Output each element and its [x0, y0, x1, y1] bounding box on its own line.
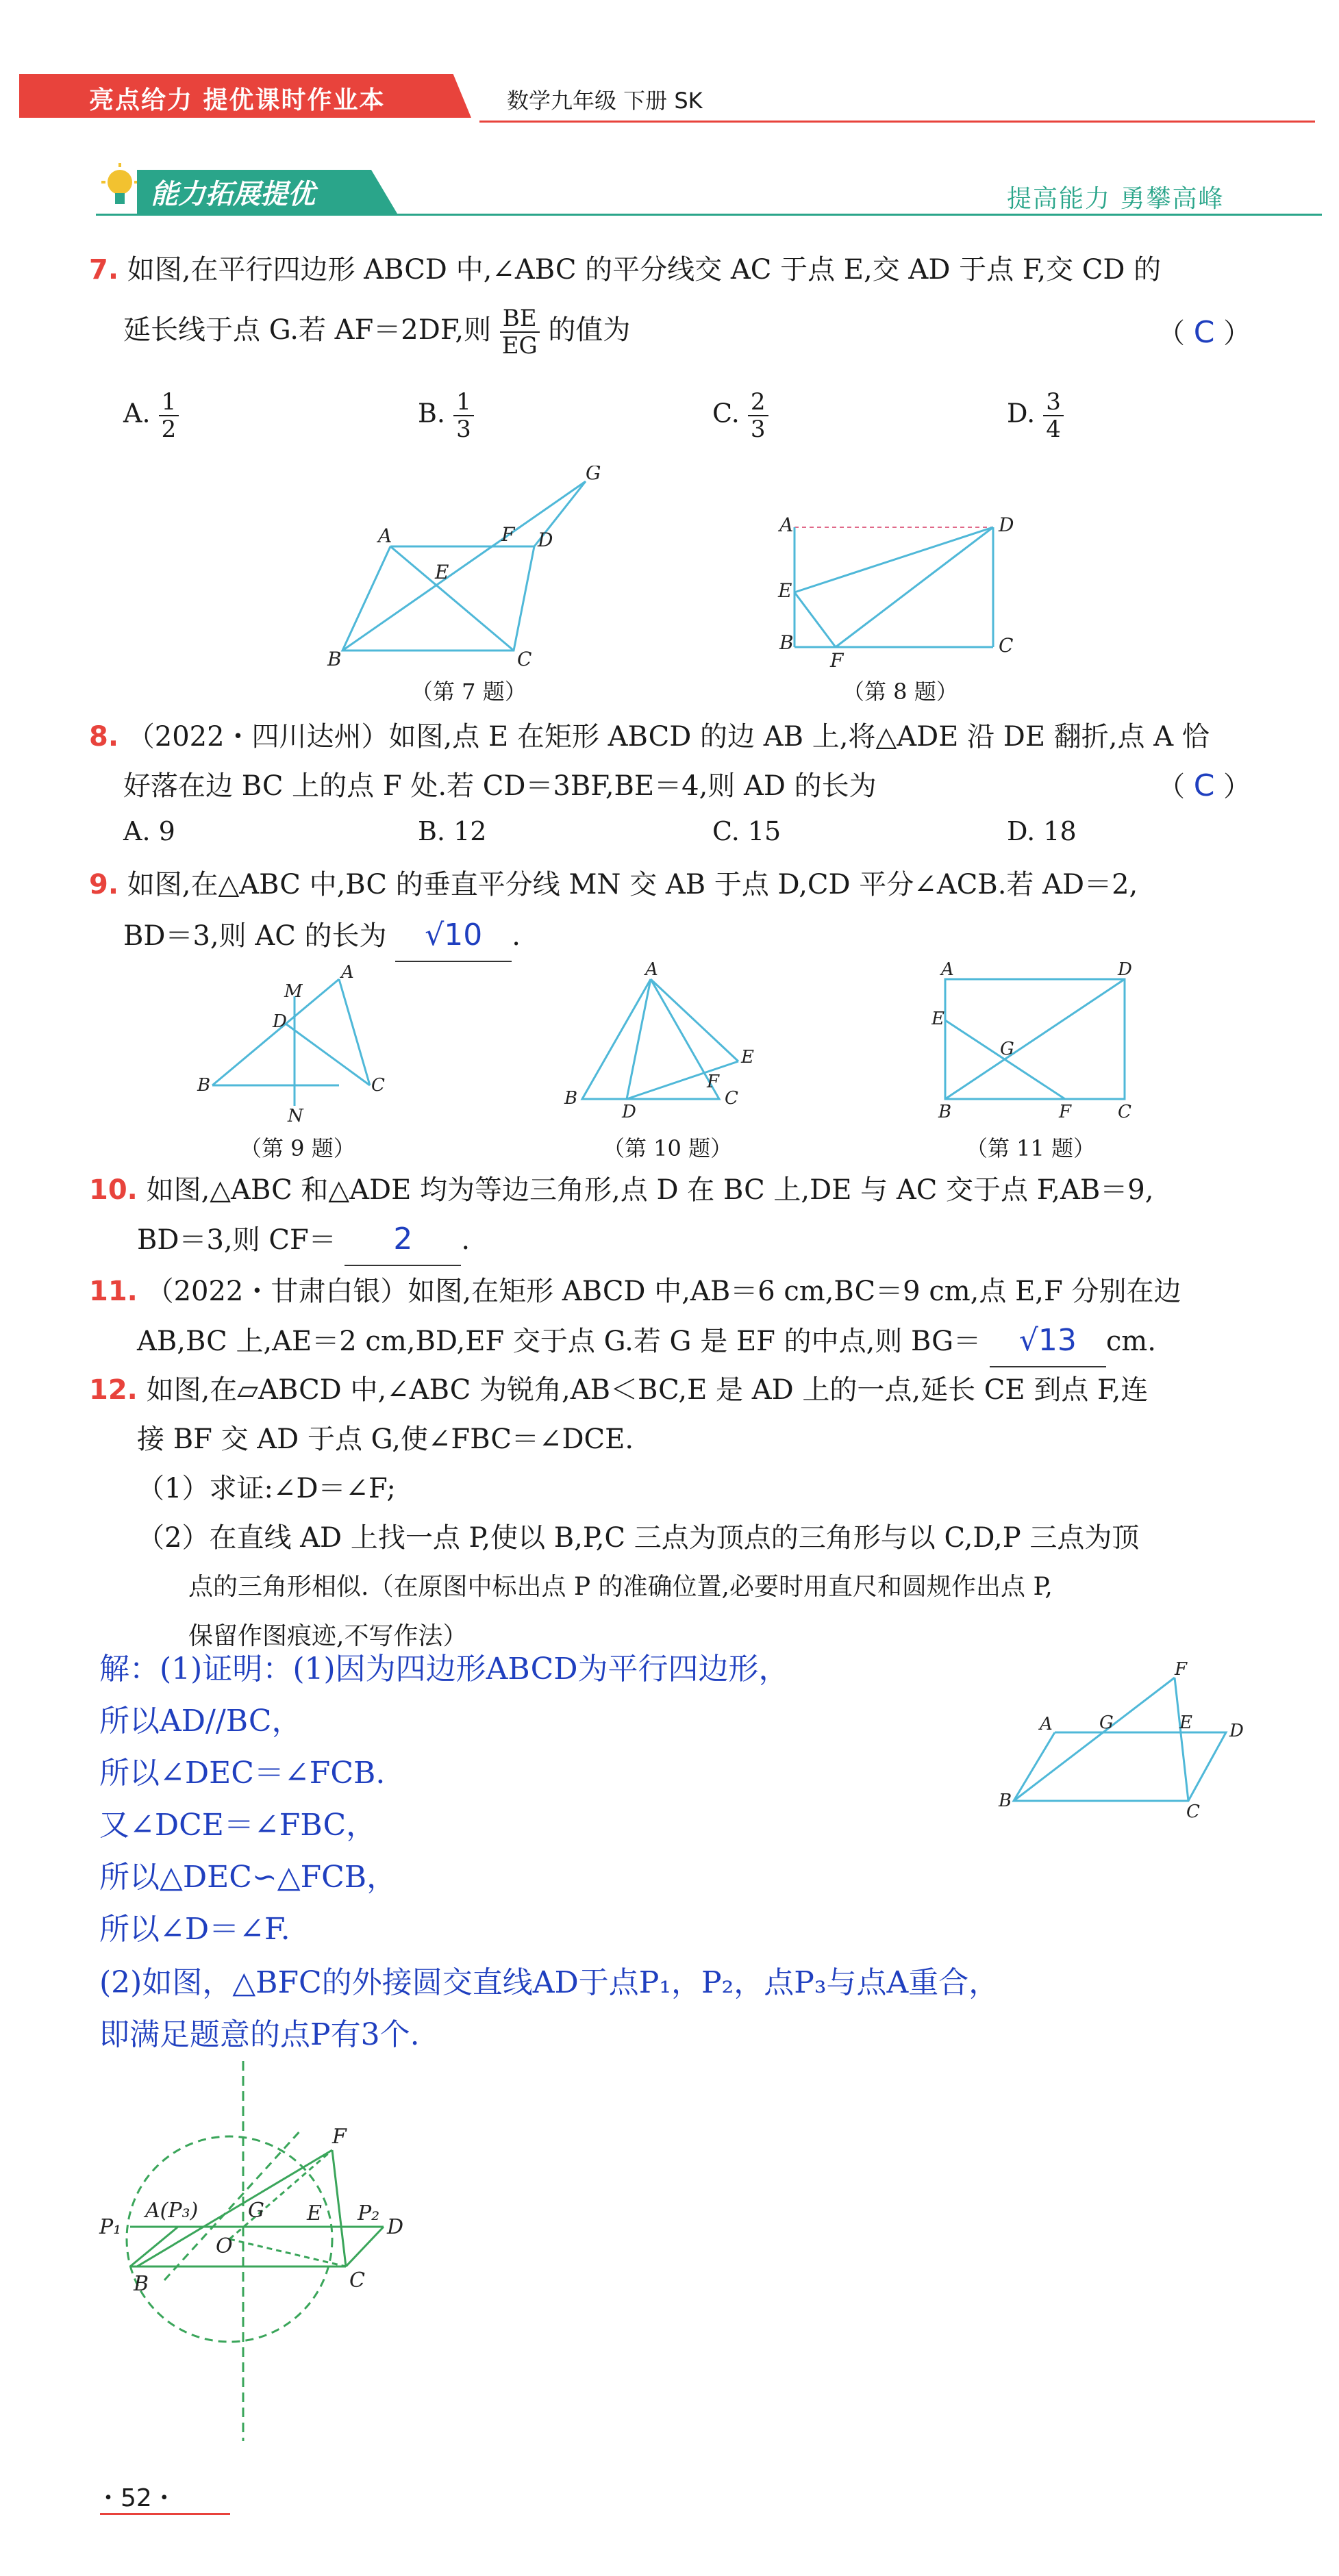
q12-part2c: 保留作图痕迹,不写作法） [188, 1622, 468, 1650]
fig10-label-d: D [622, 1102, 636, 1122]
fig11-label-a: A [941, 959, 954, 980]
figsol-label-p1: P₁ [99, 2215, 122, 2239]
q8-text1: （2022・四川达州）如图,点 E 在矩形 ABCD 的边 AB 上,将△ADE 沿 DE 翻折,点 A 恰 [127, 721, 1210, 753]
q11-text2: AB,BC 上,AE＝2 cm,BD,EF 交于点 G.若 G 是 EF 的中点,则 BG＝ [137, 1326, 981, 1357]
q9-number: 9. [89, 869, 119, 900]
q12-part2b: 点的三角形相似.（在原图中标出点 P 的准确位置,必要时用直尺和圆规作出点 P, [188, 1573, 1053, 1601]
q7-frac-den: EG [501, 332, 538, 359]
q8-number: 8. [89, 721, 119, 753]
fig8-label-f: F [830, 649, 844, 671]
figure-8 [767, 507, 1027, 671]
solution-line2: 所以AD//BC， [99, 1704, 302, 1739]
q7-option-b-den: 3 [456, 416, 471, 443]
q9-text2: BD＝3,则 AC 的长为 [123, 920, 387, 952]
q7-frac-num: BE [500, 305, 540, 333]
q7-option-d-frac [1043, 389, 1064, 442]
figure-solution-construction [96, 2054, 438, 2451]
q7-option-b-label: B. [418, 398, 446, 429]
q8-option-d: D. 18 [1007, 816, 1077, 846]
q7-option-a-num: 1 [159, 389, 179, 416]
figure-9 [192, 959, 404, 1123]
fig7-label-g: G [586, 466, 601, 484]
q9-text1: 如图,在△ABC 中,BC 的垂直平分线 MN 交 AB 于点 D,CD 平分∠ACB.若 AD＝2, [127, 869, 1138, 900]
q11-text1: （2022・甘肃白银）如图,在矩形 ABCD 中,AB＝6 cm,BC＝9 cm,点 E,F 分别在边 [146, 1276, 1181, 1307]
fig11-caption: （第 11 题） [966, 1135, 1096, 1161]
q7-number: 7. [89, 254, 119, 286]
figure-11 [931, 959, 1151, 1123]
solution-line7: (2)如图，△BFC的外接圆交直线AD于点P₁，P₂，点P₃与点A重合， [99, 1965, 999, 2000]
q12-line1 [89, 1365, 1148, 1415]
figsol-label-p2: P₂ [358, 2201, 380, 2225]
q7-line2 [123, 305, 630, 359]
q9-line2: BD＝3,则 AC 的长为 √10 . [123, 911, 521, 962]
fig7-label-b: B [327, 648, 342, 670]
q7-option-a-frac [159, 389, 179, 442]
fig10-label-a: A [645, 959, 658, 980]
fig8-label-e: E [778, 579, 792, 602]
q7-text2b: 的值为 [548, 314, 631, 346]
solution-line1: 解：(1)证明：(1)因为四边形ABCD为平行四边形， [99, 1652, 789, 1687]
q12-part1: （1）求证:∠D＝∠F; [137, 1473, 396, 1504]
fig11-label-g: G [1000, 1039, 1014, 1059]
q7-option-c-label: C. [712, 398, 740, 429]
q9-line1 [89, 860, 1138, 909]
q11-answer: √13 [1018, 1323, 1077, 1358]
fig8-label-c: C [999, 634, 1014, 657]
q12-part2a: （2）在直线 AD 上找一点 P,使以 B,P,C 三点为顶点的三角形与以 C,D,P 三点为顶 [137, 1522, 1140, 1554]
figure-7 [322, 466, 623, 671]
page-number: ・52・ [96, 2484, 177, 2512]
q12-text2: 接 BF 交 AD 于点 G,使∠FBC＝∠DCE. [137, 1424, 634, 1455]
q7-option-b-num: 1 [453, 389, 474, 416]
q10-text1: 如图,△ABC 和△ADE 均为等边三角形,点 D 在 BC 上,DE 与 AC 交于点 F,AB＝9, [146, 1174, 1154, 1206]
solution-line5: 所以△DEC∽△FCB， [99, 1860, 397, 1895]
header-brand: 亮点给力 提优课时作业本 [89, 86, 386, 114]
figsol-label-d: D [387, 2215, 404, 2239]
fig9-label-a: A [341, 962, 354, 983]
q7-option-b [418, 389, 474, 442]
q10-text2: BD＝3,则 CF＝ [137, 1224, 336, 1256]
q8-option-b: B. 12 [418, 816, 487, 846]
fig12-label-f: F [1175, 1659, 1188, 1680]
q7-option-d [1007, 389, 1064, 442]
q8-answer-bracket: （ C ） [1157, 768, 1251, 803]
q7-option-c-frac [748, 389, 768, 442]
fig7-label-c: C [517, 648, 532, 670]
q7-option-c [712, 389, 768, 442]
header-rule [479, 121, 1315, 123]
q8-answer: C [1193, 768, 1215, 803]
figsol-label-b: B [134, 2272, 149, 2296]
fig9-label-c: C [371, 1075, 385, 1096]
fig9-label-d: D [273, 1011, 287, 1032]
q12-number: 12. [89, 1374, 138, 1406]
q8-option-c: C. 15 [712, 816, 781, 846]
fig11-label-b: B [938, 1102, 952, 1122]
q11-line1 [89, 1267, 1181, 1316]
figure-12 [993, 1657, 1253, 1821]
q7-text2a: 延长线于点 G.若 AF＝2DF,则 [123, 314, 492, 346]
q10-line2: BD＝3,则 CF＝ 2 . [137, 1215, 470, 1266]
q7-answer: C [1193, 315, 1215, 350]
fig8-label-a: A [779, 514, 794, 536]
fig8-label-d: D [999, 514, 1014, 536]
q7-option-d-den: 4 [1046, 416, 1061, 443]
fig8-caption: （第 8 题） [842, 679, 958, 705]
q7-option-d-label: D. [1007, 398, 1036, 429]
q11-unit: cm. [1105, 1326, 1156, 1357]
fig10-label-f: F [707, 1072, 720, 1092]
fig12-label-e: E [1179, 1713, 1192, 1733]
solution-line4: 又∠DCE＝∠FBC， [99, 1808, 377, 1843]
page-number-rule [100, 2513, 230, 2515]
fig12-label-c: C [1186, 1802, 1200, 1821]
q10-number: 10. [89, 1174, 138, 1206]
fig12-label-b: B [999, 1791, 1012, 1811]
fig11-label-f: F [1059, 1102, 1072, 1122]
q7-option-a [123, 389, 179, 442]
q8-line1 [89, 712, 1210, 761]
q7-option-c-den: 3 [750, 416, 766, 443]
banner-rule [96, 214, 1322, 216]
fig12-label-a: A [1040, 1714, 1053, 1734]
fig7-label-f: F [501, 523, 515, 546]
q10-line1 [89, 1165, 1153, 1215]
fig10-label-c: C [725, 1088, 738, 1109]
q9-answer: √10 [425, 918, 483, 952]
q7-option-a-den: 2 [161, 416, 177, 443]
solution-line6: 所以∠D＝∠F. [99, 1912, 290, 1947]
fig7-caption: （第 7 题） [411, 679, 527, 705]
fig11-label-d: D [1118, 959, 1132, 980]
q7-text1: 如图,在平行四边形 ABCD 中,∠ABC 的平分线交 AC 于点 E,交 AD 于点 F,交 CD 的 [127, 254, 1162, 286]
fig10-label-b: B [564, 1088, 578, 1109]
q7-fraction [500, 305, 540, 359]
lightbulb-icon [96, 162, 144, 216]
header-subject: 数学九年级 下册 SK [507, 88, 703, 114]
q7-option-c-num: 2 [748, 389, 768, 416]
fig9-label-m: M [284, 981, 303, 1002]
banner-motto: 提高能力 勇攀高峰 [1007, 185, 1225, 213]
figsol-label-c: C [349, 2269, 365, 2293]
fig12-label-d: D [1229, 1721, 1244, 1741]
q8-text2: 好落在边 BC 上的点 F 处.若 CD＝3BF,BE＝4,则 AD 的长为 [123, 770, 877, 802]
q7-option-b-frac [453, 389, 474, 442]
fig7-label-d: D [538, 529, 553, 551]
fig8-label-b: B [779, 631, 794, 654]
q11-number: 11. [89, 1276, 138, 1307]
fig12-label-g: G [1099, 1713, 1114, 1733]
figsol-label-o: O [216, 2234, 233, 2258]
q7-answer-bracket: （ C ） [1157, 315, 1251, 350]
fig11-label-e: E [931, 1009, 944, 1029]
q10-answer: 2 [393, 1222, 413, 1257]
fig9-label-n: N [288, 1106, 303, 1123]
fig9-caption: （第 9 题） [240, 1135, 355, 1161]
q12-text1: 如图,在▱ABCD 中,∠ABC 为锐角,AB＜BC,E 是 AD 上的一点,延长 CE 到点 F,连 [146, 1374, 1149, 1406]
fig7-label-e: E [435, 561, 449, 583]
figsol-label-g: G [248, 2199, 264, 2223]
q7-option-a-label: A. [123, 398, 151, 429]
q7-option-d-num: 3 [1043, 389, 1064, 416]
solution-line8: 即满足题意的点P有3个. [99, 2017, 420, 2052]
banner-title: 能力拓展提优 [151, 179, 315, 210]
fig7-label-a: A [378, 525, 392, 547]
fig10-caption: （第 10 题） [603, 1135, 733, 1161]
fig10-label-e: E [741, 1047, 754, 1068]
figsol-label-e: E [307, 2201, 322, 2225]
figsol-label-ap3: A(P₃) [145, 2199, 199, 2223]
figsol-label-f: F [332, 2125, 347, 2149]
fig11-label-c: C [1118, 1102, 1131, 1122]
solution-line3: 所以∠DEC＝∠FCB. [99, 1756, 386, 1791]
q7-line1 [89, 245, 1161, 294]
figure-10 [555, 959, 774, 1123]
q8-option-a: A. 9 [123, 816, 175, 846]
q11-line2 [137, 1316, 1156, 1367]
fig9-label-b: B [197, 1075, 211, 1096]
